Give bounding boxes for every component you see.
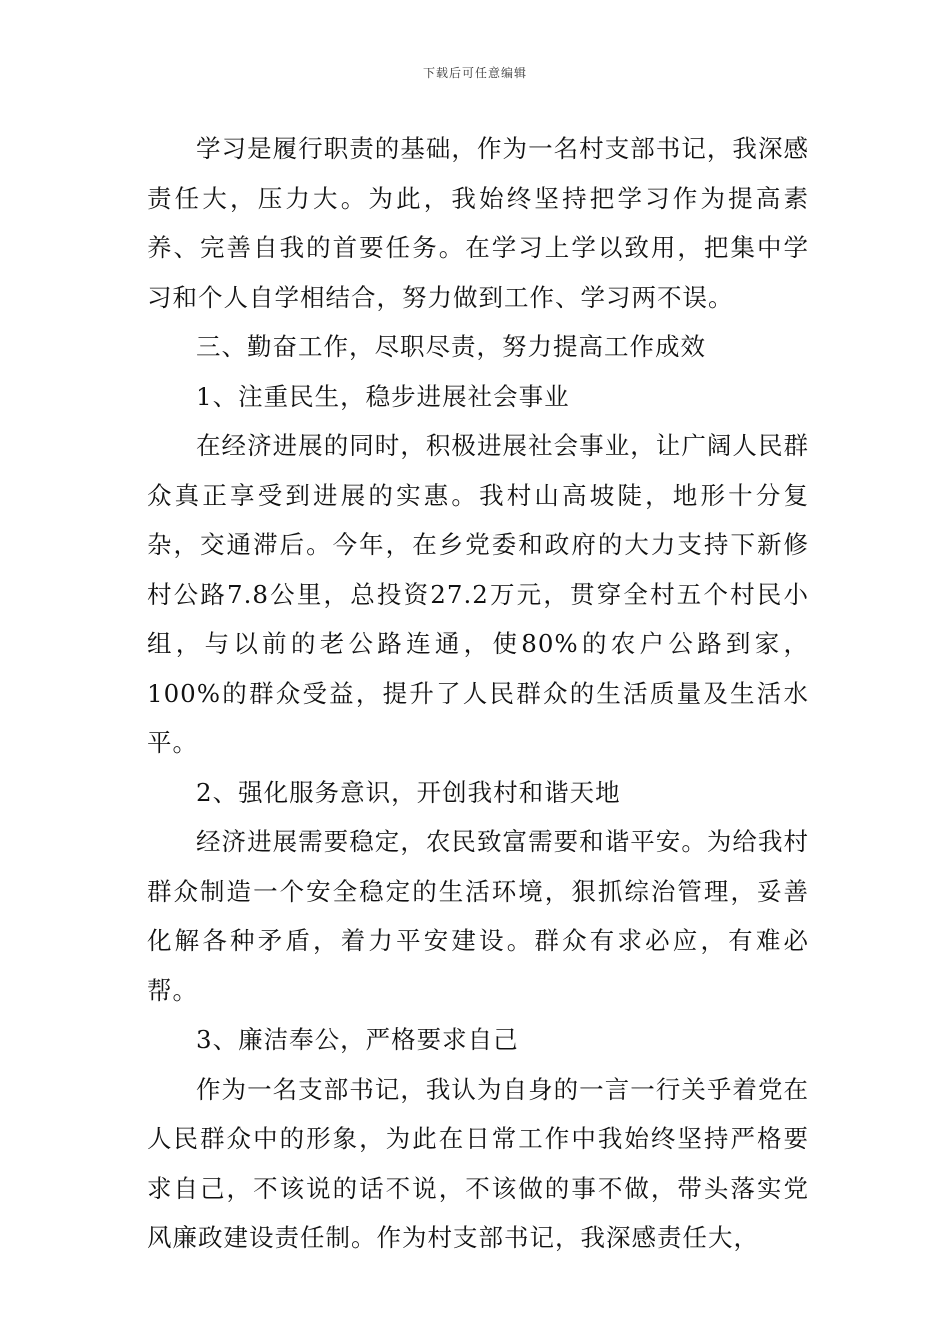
subheading-1: 1、注重民生，稳步进展社会事业 bbox=[196, 381, 570, 411]
page-header: 下载后可任意编辑 bbox=[422, 66, 527, 80]
paragraph-stability: 经济进展需要稳定，农民致富需要和谐平安。为给我村群众制造一个安全稳定的生活环境，狠抓综治管理，妥善化解各种矛盾，着力平安建设。群众有求必应，有难必帮。 bbox=[147, 827, 809, 1005]
document-body bbox=[147, 124, 809, 1263]
subheading-3: 3、廉洁奉公，严格要求自己 bbox=[196, 1025, 519, 1054]
section-heading-3: 三、勤奋工作，尽职尽责，努力提高工作成效 bbox=[196, 332, 706, 361]
subheading-2: 2、强化服务意识，开创我村和谐天地 bbox=[196, 777, 621, 807]
paragraph-integrity: 作为一名支部书记，我认为自身的一言一行关乎着党在人民群众中的形象，为此在日常工作中我始终坚持严格要求自己，不该说的话不说，不该做的事不做，带头落实党风廉政建设责任制。作为村支部书记，我深感责任大， bbox=[147, 1074, 809, 1252]
paragraph-study-duty: 学习是履行职责的基础，作为一名村支部书记，我深感责任大，压力大。为此，我始终坚持把学习作为提高素养、完善自我的首要任务。在学习上学以致用，把集中学习和个人自学相结合，努力做到工作、学习两不误。 bbox=[147, 134, 809, 312]
paragraph-social-development: 在经济进展的同时，积极进展社会事业，让广阔人民群众真正享受到进展的实惠。我村山高坡陡，地形十分复杂，交通滞后。今年，在乡党委和政府的大力支持下新修村公路7.8公里，总投资27.2万元，贯穿全村五个村民小组，与以前的老公路连通，使80%的农户公路到家，100%的群众受益，提升了人民群众的生活质量及生活水平。 bbox=[147, 431, 809, 757]
